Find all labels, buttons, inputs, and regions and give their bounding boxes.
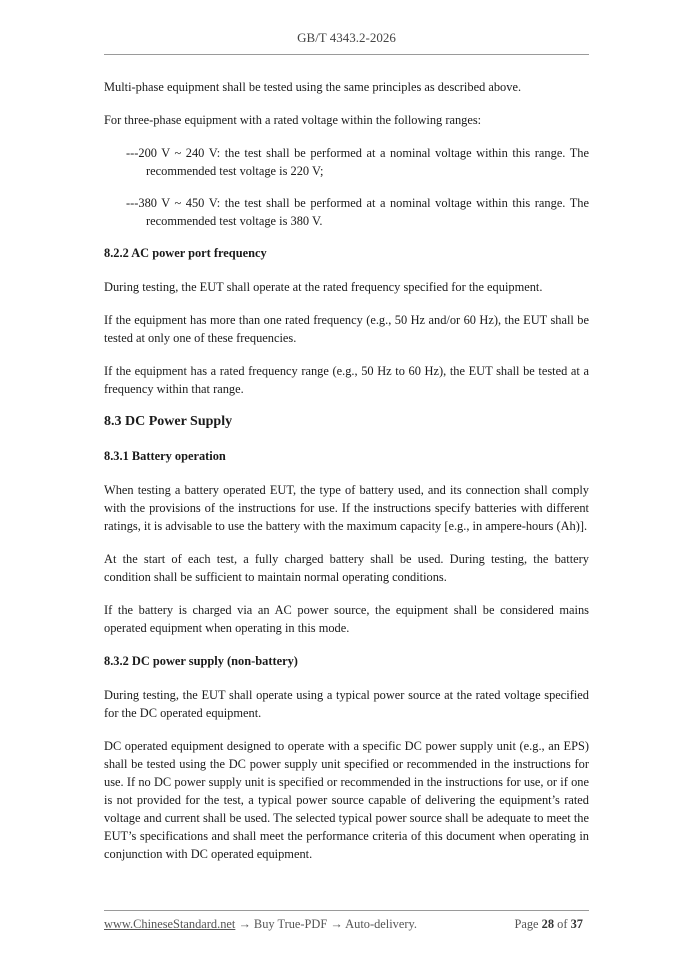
footer-promo-text: → Buy True-PDF → Auto-delivery.: [235, 917, 417, 931]
paragraph: Multi-phase equipment shall be tested using the same principles as described above.: [104, 80, 522, 94]
paragraph: If the equipment has a rated frequency range (e.g., 50 Hz to 60 Hz), the EUT shall be tested at a frequency within that range.: [104, 364, 589, 396]
website-link[interactable]: www.ChineseStandard.net: [104, 917, 236, 931]
section-heading-8-2-2: 8.2.2 AC power port frequency: [104, 246, 267, 260]
footer-left: [104, 917, 417, 932]
list-item: ---200 V ~ 240 V: the test shall be performed at a nominal voltage within this range. The recommended test voltage is 220 V;: [126, 146, 589, 178]
page-number-indicator: [514, 917, 583, 932]
section-heading-8-3-1: 8.3.1 Battery operation: [104, 449, 226, 463]
paragraph: At the start of each test, a fully charged battery shall be used. During testing, the battery condition shall be sufficient to maintain normal operating conditions.: [104, 552, 589, 584]
footer-divider: [104, 910, 589, 911]
of-label: of: [557, 917, 568, 931]
paragraph: During testing, the EUT shall operate at the rated frequency specified for the equipment.: [104, 280, 543, 294]
paragraph: If the battery is charged via an AC power source, the equipment shall be considered mains operated equipment when operating in this mode.: [104, 603, 589, 635]
document-body: [104, 78, 589, 878]
paragraph: For three-phase equipment with a rated voltage within the following ranges:: [104, 113, 482, 127]
page-number: 28: [541, 917, 555, 931]
list-item: ---380 V ~ 450 V: the test shall be performed at a nominal voltage within this range. The recommended test voltage is 380 V.: [126, 196, 589, 228]
paragraph: During testing, the EUT shall operate using a typical power source at the rated voltage specified for the DC operated equipment.: [104, 688, 589, 720]
section-heading-8-3-2: 8.3.2 DC power supply (non-battery): [104, 654, 298, 668]
page-header: GB/T 4343.2-2026: [297, 30, 396, 45]
section-heading-8-3: 8.3 DC Power Supply: [104, 414, 233, 429]
header-divider: [104, 54, 589, 55]
page-label: Page: [514, 917, 539, 931]
page-total: 37: [570, 917, 583, 931]
paragraph: When testing a battery operated EUT, the type of battery used, and its connection shall comply with the provisions of the instructions for use. If the instructions specify batteries with different ratings, it is advisable to use the battery with the maximum capacity [e.g., in ampere-hours (Ah)].: [104, 483, 589, 533]
paragraph: DC operated equipment designed to operate with a specific DC power supply unit (e.g., an EPS) shall be tested using the DC power supply unit specified or recommended in the instructions for use. If no DC power supply unit is specified or recommended in the instructions for use, or if one is not provided for the test, a typical power source capable of delivering the equipment’s rated voltage and current shall be used. The selected typical power source shall be adequate to meet the EUT’s specifications and shall meet the performance criteria of this document when operating in conjunction with DC operated equipment.: [104, 739, 589, 861]
paragraph: If the equipment has more than one rated frequency (e.g., 50 Hz and/or 60 Hz), the EUT shall be tested at only one of these frequencies.: [104, 313, 589, 345]
